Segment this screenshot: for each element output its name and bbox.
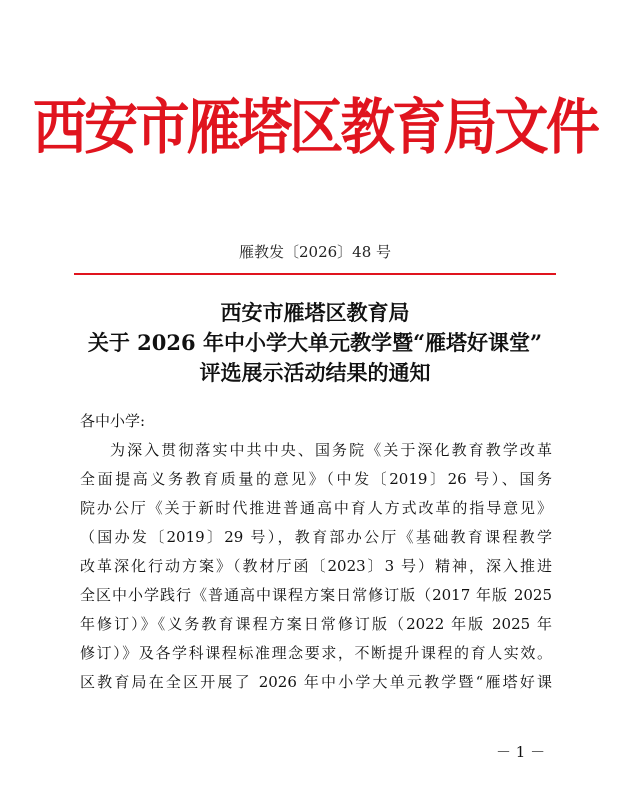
notice-title-line: 评选展示活动结果的通知 — [199, 360, 431, 385]
body-paragraph — [80, 436, 552, 697]
document-number: 雁教发〔2026〕48 号 — [238, 243, 392, 261]
notice-title-line: 西安市雁塔区教育局 — [220, 300, 410, 325]
body-line: （国办发〔2019〕29 号），教育部办公厅《基础教育课程教学 — [80, 528, 552, 546]
body-line: 改革深化行动方案》（教材厅函〔2023〕3 号）精神，深入推进 — [80, 557, 552, 575]
body-line: 年修订）》《义务教育课程方案日常修订版（2022 年版 2025 年 — [80, 615, 552, 633]
body-line: 区教育局在全区开展了 2026 年中小学大单元教学暨“雁塔好课 — [80, 673, 552, 691]
page-number: － 1 － — [496, 743, 546, 761]
body-line: 全区中小学践行《普通高中课程方案日常修订版（2017 年版 2025 — [80, 586, 552, 604]
body-line: 修订）》及各学科课程标准理念要求，不断提升课程的育人实效。 — [80, 644, 552, 662]
document-header-title: 西安市雁塔区教育局文件 — [32, 93, 598, 163]
body-line: 院办公厅《关于新时代推进普通高中育人方式改革的指导意见》 — [80, 499, 552, 517]
salutation: 各中小学: — [80, 412, 146, 430]
body-line: 为深入贯彻落实中共中央、国务院《关于深化教育教学改革 — [110, 441, 552, 459]
red-divider-line — [74, 273, 556, 275]
notice-title — [0, 298, 630, 388]
body-line: 全面提高义务教育质量的意见》（中发〔2019〕26 号）、国务 — [80, 470, 552, 488]
notice-title-line: 关于 2026 年中小学大单元教学暨“雁塔好课堂” — [87, 330, 543, 355]
